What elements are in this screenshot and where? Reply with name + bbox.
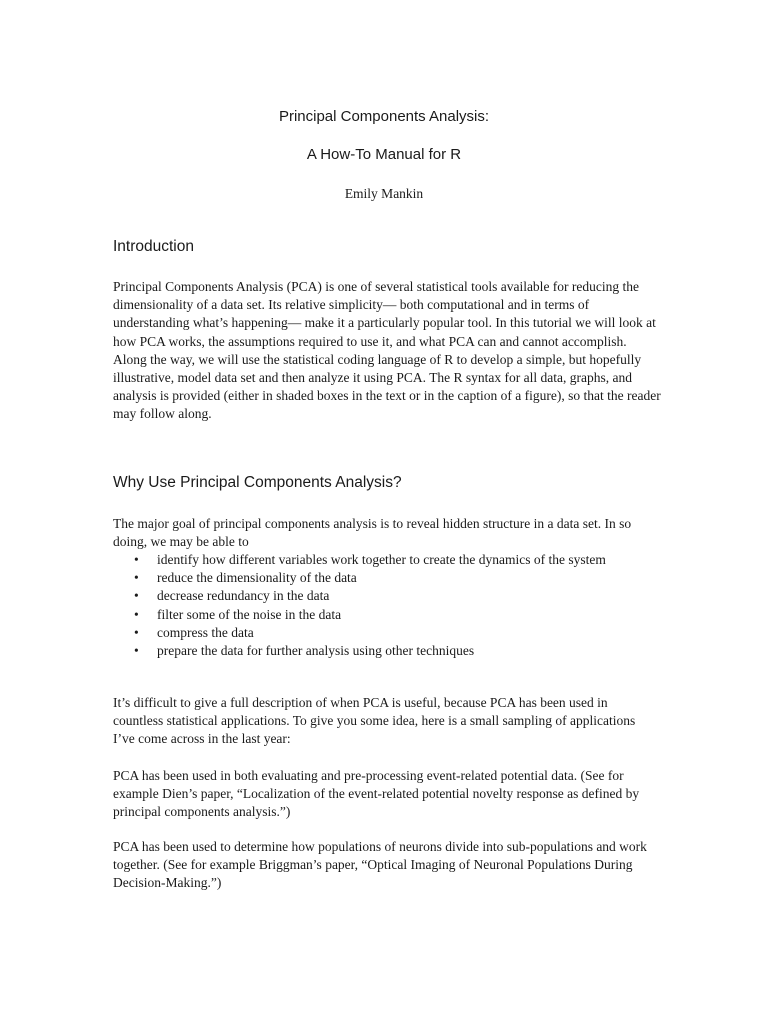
list-item-text: decrease redundancy in the data [157,588,330,604]
list-item-text: filter some of the noise in the data [157,606,342,622]
document-subtitle: A How-To Manual for R [306,146,462,163]
pca-goal-paragraph: The major goal of principal components analysis is to reveal hidden structure in a data set. In so doing, we may be able to [113,516,632,550]
applications-intro-paragraph: It’s difficult to give a full description of when PCA is useful, because PCA has been used in countless statistical applications. To give you some idea, here is a small sampling of applications I’ve come across in the last year: [113,695,636,747]
author-name: Emily Mankin [344,186,424,201]
list-item [113,624,658,642]
erp-application-paragraph: PCA has been used in both evaluating and pre-processing event-related potential data. (See for example Dien’s paper, “Localization of the event-related potential novelty response as defined by principal components analysis.”) [113,768,640,820]
list-item [113,642,658,660]
bullet-icon: • [134,624,139,640]
bullet-icon: • [134,643,139,659]
list-item [113,606,658,624]
list-item-text: compress the data [157,624,254,640]
list-item-text: prepare the data for further analysis using other techniques [157,643,475,659]
pca-uses-list [113,551,658,660]
list-item-text: identify how different variables work together to create the dynamics of the system [157,552,606,567]
document-title: Principal Components Analysis: [278,108,490,125]
bullet-icon: • [134,552,139,567]
bullet-icon: • [134,588,139,604]
bullet-icon: • [134,570,139,586]
neuron-application-paragraph: PCA has been used to determine how populations of neurons divide into sub-populations and work together. (See for example Briggman’s paper, “Optical Imaging of Neuronal Populations During Decision-Making.”) [113,839,647,891]
list-item [113,587,658,605]
list-item [113,551,658,569]
list-item-text: reduce the dimensionality of the data [157,570,357,586]
section-heading-why-pca: Why Use Principal Components Analysis? [113,474,402,491]
bullet-icon: • [134,606,139,622]
introduction-paragraph: Principal Components Analysis (PCA) is one of several statistical tools available for reducing the dimensionality of a data set. Its relative simplicity— both computational and in terms of understanding what’s happening— make it a particularly popular tool. In this tutorial we will look at how PCA works, the assumptions required to use it, and what PCA can and cannot accomplish. Along the way, we will use the statistical coding language of R to develop a simple, but hopefully illustrative, model data set and then analyze it using PCA. The R syntax for all data, graphs, and analysis is provided (either in shaded boxes in the text or in the caption of a figure), so that the reader may follow along. [113,279,661,422]
list-item [113,569,658,587]
section-heading-introduction: Introduction [113,238,194,255]
